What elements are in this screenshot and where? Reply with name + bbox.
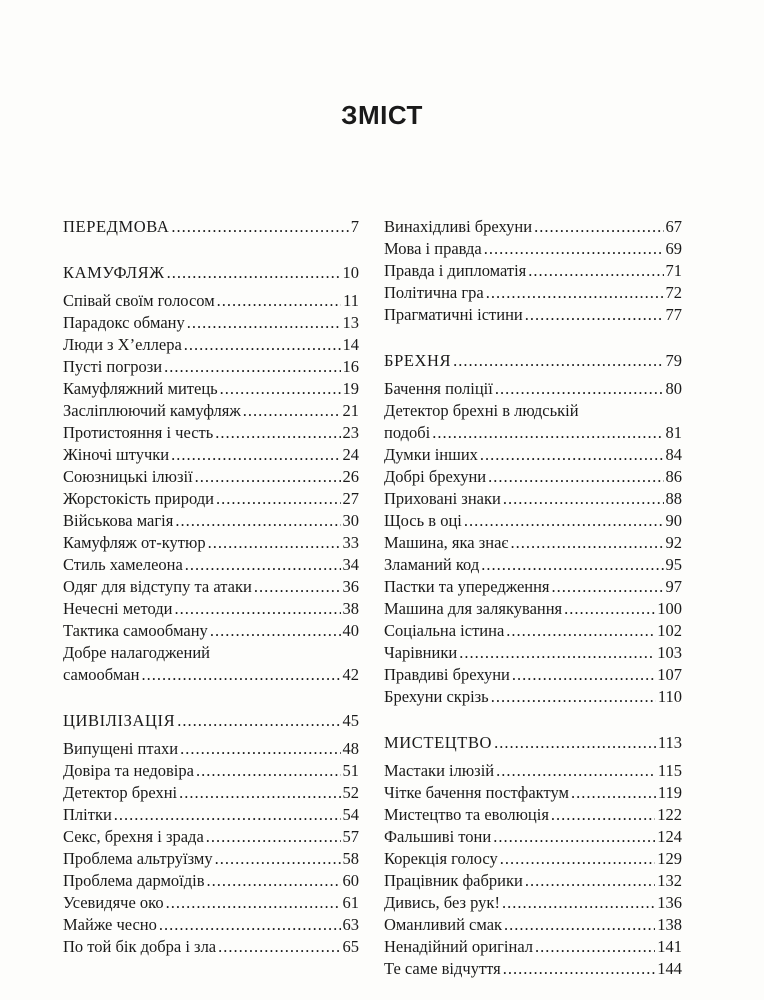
entry-title: Дивись, без рук!: [384, 893, 500, 912]
toc-entry[interactable]: [63, 738, 359, 760]
page-number: 100: [657, 599, 682, 618]
entry-title: Випущені птахи: [63, 739, 179, 758]
page-number: 97: [665, 577, 682, 596]
entry-title: Оманливий смак: [384, 915, 503, 934]
page-number: 23: [342, 423, 359, 442]
dot-leader: [206, 826, 341, 848]
dot-leader: [488, 466, 663, 488]
dot-leader: [114, 804, 341, 826]
dot-leader: [167, 262, 341, 284]
page-number: 63: [342, 915, 359, 934]
page-number: 95: [665, 555, 682, 574]
dot-leader: [171, 444, 340, 466]
page-number: 19: [342, 379, 359, 398]
dot-leader: [503, 958, 656, 980]
toc-entry[interactable]: [63, 290, 359, 312]
toc-entry[interactable]: [384, 914, 682, 936]
dot-leader: [534, 216, 663, 238]
page-number: 80: [665, 379, 682, 398]
toc-entry[interactable]: [63, 532, 359, 554]
entry-title: БРЕХНЯ: [384, 351, 452, 370]
toc-entry[interactable]: [384, 686, 682, 708]
page-number: 33: [342, 533, 359, 552]
toc-entry[interactable]: [384, 532, 682, 554]
toc-section[interactable]: [384, 732, 682, 754]
entry-title: Бачення поліції: [384, 379, 493, 398]
dot-leader: [175, 510, 340, 532]
toc-entry[interactable]: [63, 312, 359, 334]
page-number: 113: [657, 733, 682, 752]
entry-title: Детектор брехні: [63, 783, 178, 802]
page-number: 141: [657, 937, 682, 956]
page-number: 138: [657, 915, 682, 934]
entry-title: Проблема альтруїзму: [63, 849, 213, 868]
toc-entry[interactable]: [63, 870, 359, 892]
toc-entry[interactable]: [63, 892, 359, 914]
page-number: 72: [665, 283, 682, 302]
dot-leader: [218, 936, 340, 958]
page-number: 52: [342, 783, 359, 802]
dot-leader: [495, 378, 664, 400]
page-number: 40: [342, 621, 359, 640]
entry-title: Фальшиві тони: [384, 827, 492, 846]
entry-title: Щось в оці: [384, 511, 462, 530]
dot-leader: [184, 334, 341, 356]
entry-title: Працівник фабрики: [384, 871, 523, 890]
entry-title: Камуфляж от-кутюр: [63, 533, 206, 552]
toc-entry[interactable]: [63, 914, 359, 936]
page-number: 16: [342, 357, 359, 376]
entry-title: Жорстокість природи: [63, 489, 214, 508]
dot-leader: [187, 312, 341, 334]
page-number: 88: [665, 489, 682, 508]
entry-title: Добрі брехуни: [384, 467, 487, 486]
toc-entry[interactable]: [384, 444, 682, 466]
dot-leader: [512, 664, 655, 686]
toc-entry[interactable]: [384, 576, 682, 598]
toc-entry[interactable]: [63, 804, 359, 826]
toc-column-right: [384, 216, 682, 980]
page-number: 103: [657, 643, 682, 662]
dot-leader: [480, 444, 664, 466]
page-number: 13: [342, 313, 359, 332]
dot-leader: [174, 598, 340, 620]
page-number: 48: [342, 739, 359, 758]
entry-title: Соціальна істина: [384, 621, 505, 640]
dot-leader: [525, 870, 655, 892]
entry-title: Плітки: [63, 805, 112, 824]
dot-leader: [535, 936, 655, 958]
toc-entry[interactable]: [384, 466, 682, 488]
entry-title: Зламаний код: [384, 555, 480, 574]
page-number: 38: [342, 599, 359, 618]
page-number: 84: [665, 445, 682, 464]
toc-entry[interactable]: [384, 378, 682, 400]
entry-title: ЦИВІЛІЗАЦІЯ: [63, 711, 176, 730]
dot-leader: [500, 848, 655, 870]
page-number: 14: [342, 335, 359, 354]
dot-leader: [179, 782, 340, 804]
page-number: 65: [342, 937, 359, 956]
dot-leader: [185, 554, 341, 576]
page-number: 124: [657, 827, 682, 846]
dot-leader: [481, 554, 663, 576]
page-number: 144: [657, 959, 682, 978]
toc-entry[interactable]: [384, 304, 682, 326]
entry-title: Мастаки ілюзій: [384, 761, 495, 780]
entry-title: Пастки та упередження: [384, 577, 550, 596]
page-number: 92: [665, 533, 682, 552]
entry-title: Політична гра: [384, 283, 484, 302]
page-number: 90: [665, 511, 682, 530]
dot-leader: [432, 422, 663, 444]
toc-entry[interactable]: [384, 216, 682, 238]
toc-entry[interactable]: [63, 782, 359, 804]
page-number: 57: [342, 827, 359, 846]
dot-leader: [254, 576, 341, 598]
dot-leader: [215, 848, 341, 870]
entry-title: Співай своїм голосом: [63, 291, 215, 310]
entry-title-line1: Детектор брехні в людській: [384, 401, 579, 420]
page-number: 42: [342, 665, 359, 684]
dot-leader: [207, 870, 341, 892]
entry-title: Винахідливі брехуни: [384, 217, 533, 236]
toc-entry[interactable]: [63, 334, 359, 356]
entry-title: Брехуни скрізь: [384, 687, 489, 706]
page-number: 45: [342, 711, 359, 730]
page-number: 79: [665, 351, 682, 370]
toc-entry[interactable]: [384, 642, 682, 664]
dot-leader: [506, 620, 655, 642]
entry-title: Камуфляжний митець: [63, 379, 218, 398]
page-number: 7: [350, 217, 359, 236]
entry-title: Союзницькі ілюзії: [63, 467, 193, 486]
entry-title: Правдиві брехуни: [384, 665, 510, 684]
toc-entry[interactable]: [63, 400, 359, 422]
entry-title-line1: Добре налагоджений: [63, 643, 210, 662]
toc-entry[interactable]: [63, 848, 359, 870]
page-number: 119: [657, 783, 682, 802]
entry-title: ПЕРЕДМОВА: [63, 217, 170, 236]
entry-title: Військова магія: [63, 511, 174, 530]
entry-title: Прагматичні істини: [384, 305, 523, 324]
page-number: 26: [342, 467, 359, 486]
dot-leader: [551, 804, 655, 826]
page-number: 136: [657, 893, 682, 912]
toc-entry[interactable]: [63, 356, 359, 378]
toc-entry[interactable]: [384, 422, 682, 444]
dot-leader: [216, 488, 341, 510]
dot-leader: [493, 826, 655, 848]
page-number: 67: [665, 217, 682, 236]
toc-column-left: [63, 216, 359, 958]
entry-title: Тактика самообману: [63, 621, 208, 640]
dot-leader: [571, 782, 656, 804]
entry-title: Майже чесно: [63, 915, 157, 934]
toc-entry[interactable]: [384, 282, 682, 304]
page-number: 36: [342, 577, 359, 596]
entry-title: Машина, яка знає: [384, 533, 509, 552]
page-number: 102: [657, 621, 682, 640]
toc-entry[interactable]: [63, 510, 359, 532]
toc-entry[interactable]: [384, 598, 682, 620]
dot-leader: [180, 738, 340, 760]
entry-title: МИСТЕЦТВО: [384, 733, 493, 752]
toc-entry[interactable]: [384, 620, 682, 642]
toc-entry[interactable]: [63, 936, 359, 958]
toc-entry[interactable]: [63, 422, 359, 444]
dot-leader: [504, 914, 655, 936]
toc-entry[interactable]: [384, 664, 682, 686]
dot-leader: [171, 216, 348, 238]
dot-leader: [208, 532, 341, 554]
page-number: 30: [342, 511, 359, 530]
dot-leader: [166, 892, 341, 914]
toc-entry[interactable]: [63, 444, 359, 466]
entry-title: подобі: [384, 423, 431, 442]
toc-entry[interactable]: [384, 260, 682, 282]
page-number: 60: [342, 871, 359, 890]
toc-entry[interactable]: [384, 826, 682, 848]
entry-title: самообман: [63, 665, 140, 684]
toc-entry[interactable]: [384, 848, 682, 870]
page-number: 122: [657, 805, 682, 824]
toc-entry[interactable]: [384, 870, 682, 892]
dot-leader: [528, 260, 663, 282]
page-number: 81: [665, 423, 682, 442]
toc-entry[interactable]: [384, 958, 682, 980]
toc-entry[interactable]: [63, 760, 359, 782]
toc-entry[interactable]: [63, 466, 359, 488]
entry-title: Те саме відчуття: [384, 959, 501, 978]
page-number: 132: [657, 871, 682, 890]
dot-leader: [503, 488, 664, 510]
dot-leader: [511, 532, 664, 554]
toc-entry[interactable]: [63, 378, 359, 400]
page-title: ЗМІСТ: [341, 100, 423, 130]
dot-leader: [494, 732, 656, 754]
page-number: 61: [342, 893, 359, 912]
dot-leader: [195, 466, 341, 488]
toc-entry[interactable]: [384, 804, 682, 826]
toc-entry[interactable]: [384, 510, 682, 532]
entry-title: Жіночі штучки: [63, 445, 170, 464]
dot-leader: [453, 350, 663, 372]
page-number: 27: [342, 489, 359, 508]
entry-title: Усевидяче око: [63, 893, 164, 912]
toc-entry[interactable]: [63, 664, 359, 686]
page-number: 77: [665, 305, 682, 324]
toc-entry[interactable]: [384, 760, 682, 782]
entry-title: Секс, брехня і зрада: [63, 827, 204, 846]
entry-title: Чарівники: [384, 643, 458, 662]
entry-title: Одяг для відступу та атаки: [63, 577, 252, 596]
entry-title: Проблема дармоїдів: [63, 871, 205, 890]
toc-section[interactable]: [63, 216, 359, 238]
toc-entry[interactable]: [384, 238, 682, 260]
entry-title: Мистецтво та еволюція: [384, 805, 549, 824]
entry-title: Корекція голосу: [384, 849, 498, 868]
toc-entry[interactable]: [384, 782, 682, 804]
dot-leader: [552, 576, 664, 598]
toc-section[interactable]: [384, 350, 682, 372]
toc-entry[interactable]: [63, 598, 359, 620]
page-number: 110: [657, 687, 682, 706]
page-number: 129: [657, 849, 682, 868]
toc-entry[interactable]: [384, 488, 682, 510]
dot-leader: [564, 598, 655, 620]
dot-leader: [491, 686, 656, 708]
toc-entry[interactable]: [63, 576, 359, 598]
dot-leader: [243, 400, 341, 422]
entry-title: Мова і правда: [384, 239, 482, 258]
toc-entry[interactable]: [63, 826, 359, 848]
entry-title: Парадокс обману: [63, 313, 185, 332]
entry-title: По той бік добра і зла: [63, 937, 217, 956]
dot-leader: [210, 620, 341, 642]
entry-title: Ненадійний оригінал: [384, 937, 534, 956]
dot-leader: [464, 510, 664, 532]
dot-leader: [196, 760, 341, 782]
page-number: 58: [342, 849, 359, 868]
dot-leader: [164, 356, 340, 378]
toc-section[interactable]: [63, 262, 359, 284]
page-number: 24: [342, 445, 359, 464]
dot-leader: [177, 710, 340, 732]
dot-leader: [142, 664, 341, 686]
entry-title: Пусті погрози: [63, 357, 163, 376]
entry-title: Думки інших: [384, 445, 478, 464]
entry-title: Нечесні методи: [63, 599, 173, 618]
page-number: 86: [665, 467, 682, 486]
entry-title: Правда і дипломатія: [384, 261, 527, 280]
dot-leader: [496, 760, 656, 782]
page-number: 34: [342, 555, 359, 574]
dot-leader: [502, 892, 655, 914]
page-number: 71: [665, 261, 682, 280]
page-number: 51: [342, 761, 359, 780]
page-number: 21: [342, 401, 359, 420]
dot-leader: [525, 304, 664, 326]
dot-leader: [217, 290, 341, 312]
dot-leader: [159, 914, 341, 936]
entry-title: Стиль хамелеона: [63, 555, 183, 574]
entry-title: Машина для залякування: [384, 599, 563, 618]
page-number: 11: [343, 291, 359, 310]
toc-entry[interactable]: [384, 892, 682, 914]
entry-title: Люди з Х’еллера: [63, 335, 182, 354]
toc-entry[interactable]: [63, 620, 359, 642]
toc-entry[interactable]: [384, 936, 682, 958]
toc-section[interactable]: [63, 710, 359, 732]
dot-leader: [486, 282, 664, 304]
entry-title: КАМУФЛЯЖ: [63, 263, 165, 282]
dot-leader: [215, 422, 340, 444]
toc-entry[interactable]: [63, 488, 359, 510]
entry-title: Довіра та недовіра: [63, 761, 194, 780]
page-number: 107: [657, 665, 682, 684]
page-number: 69: [665, 239, 682, 258]
entry-title: Приховані знаки: [384, 489, 501, 508]
toc-entry[interactable]: [63, 554, 359, 576]
entry-title: Засліплюючий камуфляж: [63, 401, 241, 420]
entry-title: Протистояння і честь: [63, 423, 214, 442]
entry-title: Чітке бачення постфактум: [384, 783, 569, 802]
dot-leader: [459, 642, 655, 664]
page-number: 115: [657, 761, 682, 780]
dot-leader: [484, 238, 664, 260]
toc-entry[interactable]: [384, 554, 682, 576]
page-number: 54: [342, 805, 359, 824]
dot-leader: [220, 378, 341, 400]
page-number: 10: [342, 263, 359, 282]
